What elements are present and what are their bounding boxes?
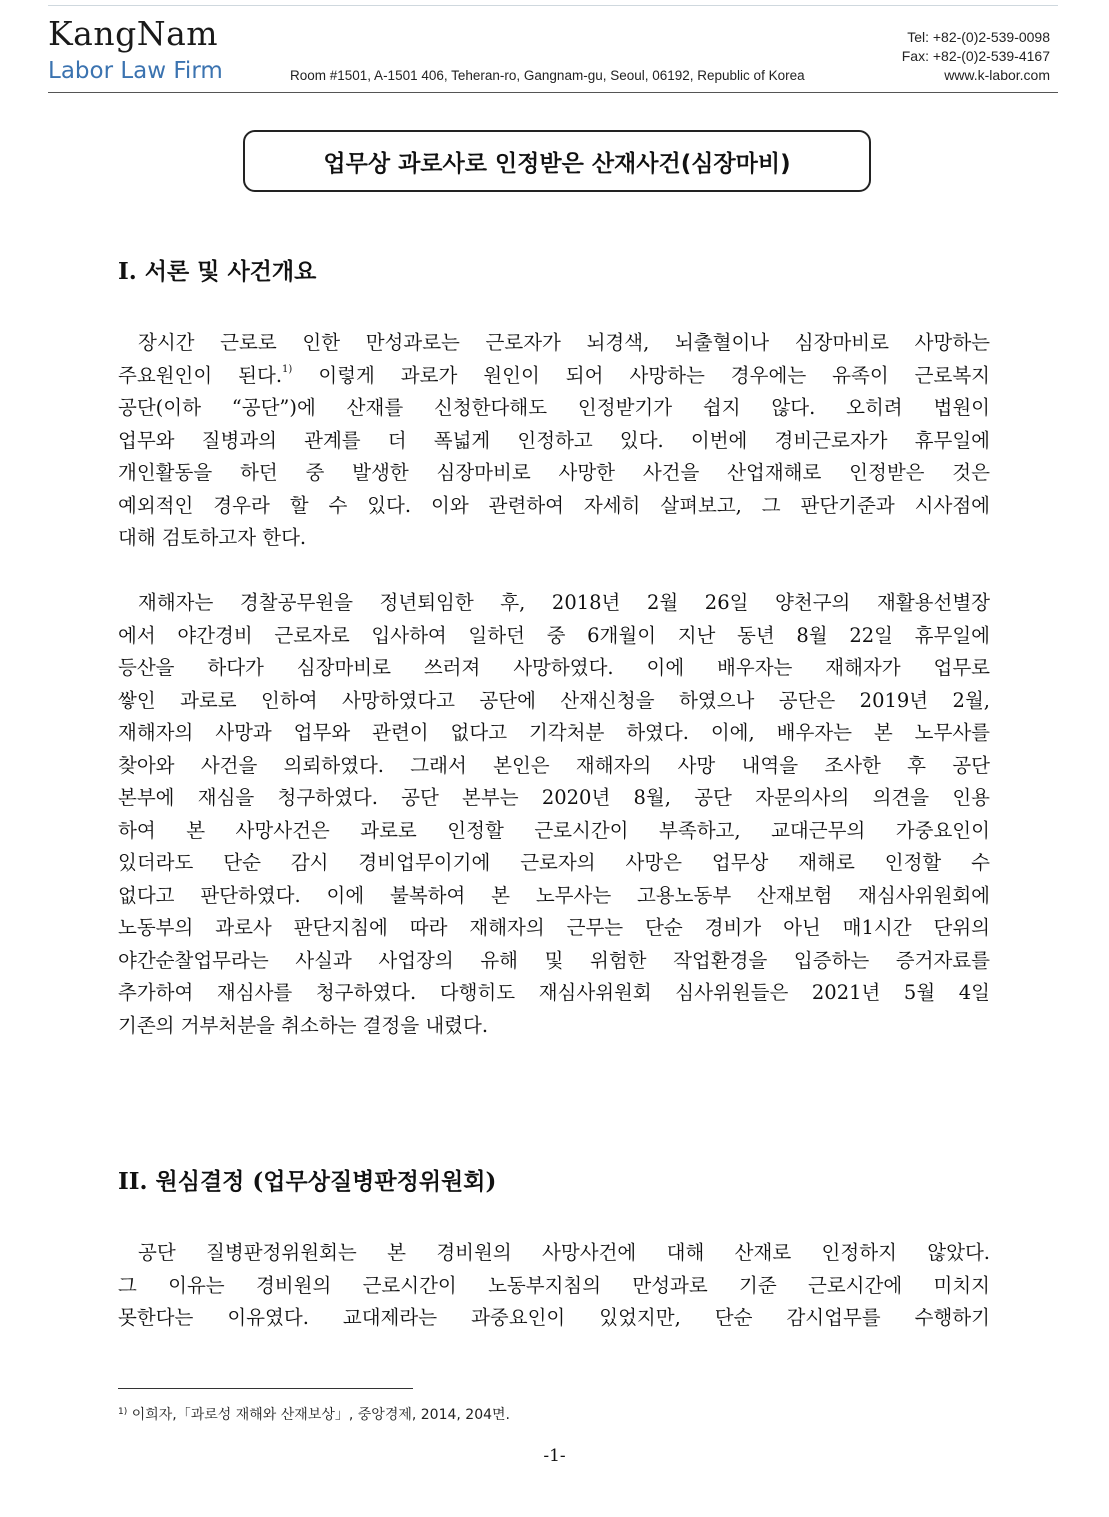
text-line: 노동부의 과로사 판단지침에 따라 재해자의 근무는 단순 경비가 아닌 매1시간 단위의	[118, 916, 990, 939]
text-line: 기존의 거부처분을 취소하는 결정을 내렸다.	[118, 1013, 489, 1037]
text-span: 이렇게 과로가 원인이 되어 사망하는 경우에는 유족이 근로복지	[318, 363, 990, 387]
text-line: 하여 본 사망사건은 과로로 인정할 근로시간이 부족하고, 교대근무의 가중요인이	[118, 818, 990, 842]
text-line: 에서 야간경비 근로자로 입사하여 일하던 중 6개월이 지난 동년 8월 22일 휴무일에	[118, 623, 990, 647]
header-top-rule	[48, 5, 1058, 6]
logo-kangnam: KangNam	[48, 14, 219, 53]
text-line: 그 이유는 경비원의 근로시간이 노동부지침의 만성과로 기준 근로시간에 미치지	[118, 1273, 990, 1297]
text-line: 쌓인 과로로 인하여 사망하였다고 공단에 산재신청을 하였으나 공단은 2019년 2월,	[118, 688, 990, 712]
section-1-heading: I. 서론 및 사건개요	[118, 258, 317, 285]
website: www.k-labor.com	[944, 67, 1050, 83]
footnote-marker: 1)	[118, 1407, 128, 1417]
text-line: 예외적인 경우라 할 수 있다. 이와 관련하여 자세히 살펴보고, 그 판단기준과 시사점에	[118, 493, 990, 517]
section-1-paragraph-1	[118, 327, 990, 555]
text-line: 공단(이하 “공단”)에 산재를 신청한다해도 인정받기가 쉽지 않다. 오히려 법원이	[118, 396, 990, 419]
firm-address: Room #1501, A-1501 406, Teheran-ro, Gangnam-gu, Seoul, 06192, Republic of Korea	[290, 68, 805, 83]
text-line: 못한다는 이유였다. 교대제라는 과중요인이 있었지만, 단순 감시업무를 수행하기	[118, 1306, 990, 1329]
section-1-paragraph-2	[118, 587, 990, 1042]
text-line: 찾아와 사건을 의뢰하였다. 그래서 본인은 재해자의 사망 내역을 조사한 후 공단	[118, 753, 990, 777]
text-span: 주요원인이 된다.	[118, 363, 283, 387]
text-line: 재해자의 사망과 업무와 관련이 없다고 기각처분 하였다. 이에, 배우자는 본 노무사를	[118, 721, 990, 744]
footnote	[118, 1404, 510, 1424]
letterhead	[48, 8, 1058, 92]
footnote-ref: 1)	[282, 363, 293, 375]
text-line: 장시간 근로로 인한 만성과로는 근로자가 뇌경색, 뇌출혈이나 심장마비로 사망하는	[138, 331, 990, 354]
section-2-heading: II. 원심결정 (업무상질병판정위원회)	[118, 1168, 497, 1195]
document-title: 업무상 과로사로 인정받은 산재사건(심장마비)	[323, 150, 791, 177]
fax: Fax: +82-(0)2-539-4167	[901, 48, 1050, 64]
header-rule	[48, 92, 1058, 93]
footnote-rule	[118, 1388, 413, 1389]
text-line: 야간순찰업무라는 사실과 사업장의 유해 및 위험한 작업환경을 입증하는 증거자료를	[118, 948, 990, 972]
footnote-text: 이희자,「과로성 재해와 산재보상」, 중앙경제, 2014, 204면.	[131, 1407, 510, 1423]
text-line: 본부에 재심을 청구하였다. 공단 본부는 2020년 8월, 공단 자문의사의 의견을 인용	[118, 786, 990, 809]
text-line: 개인활동을 하던 중 발생한 심장마비로 사망한 사건을 산업재해로 인정받은 것은	[118, 461, 990, 484]
text-line: 공단 질병판정위원회는 본 경비원의 사망사건에 대해 산재로 인정하지 않았다.	[138, 1241, 990, 1264]
text-line: 업무와 질병과의 관계를 더 폭넓게 인정하고 있다. 이번에 경비근로자가 휴무일에	[118, 428, 990, 452]
text-line: 추가하여 재심사를 청구하였다. 다행히도 재심사위원회 심사위원들은 2021년 5월 4일	[118, 981, 990, 1004]
text-line: 등산을 하다가 심장마비로 쓰러져 사망하였다. 이에 배우자는 재해자가 업무로	[118, 656, 990, 679]
page-number: -1-	[543, 1446, 566, 1466]
text-line: 대해 검토하고자 한다.	[118, 526, 307, 549]
text-line: 없다고 판단하였다. 이에 불복하여 본 노무사는 고용노동부 산재보험 재심사위원회에	[118, 883, 990, 907]
section-2-paragraph-1	[118, 1237, 990, 1335]
logo-labor-law-firm: Labor Law Firm	[48, 58, 223, 84]
text-line: 재해자는 경찰공무원을 정년퇴임한 후, 2018년 2월 26일 양천구의 재활용선별장	[138, 591, 990, 614]
tel: Tel: +82-(0)2-539-0098	[907, 29, 1050, 45]
document-title-box	[243, 130, 871, 192]
text-line: 있더라도 단순 감시 경비업무이기에 근로자의 사망은 업무상 재해로 인정할 수	[118, 851, 990, 874]
text-line	[118, 360, 990, 393]
contact-block	[902, 28, 1050, 85]
